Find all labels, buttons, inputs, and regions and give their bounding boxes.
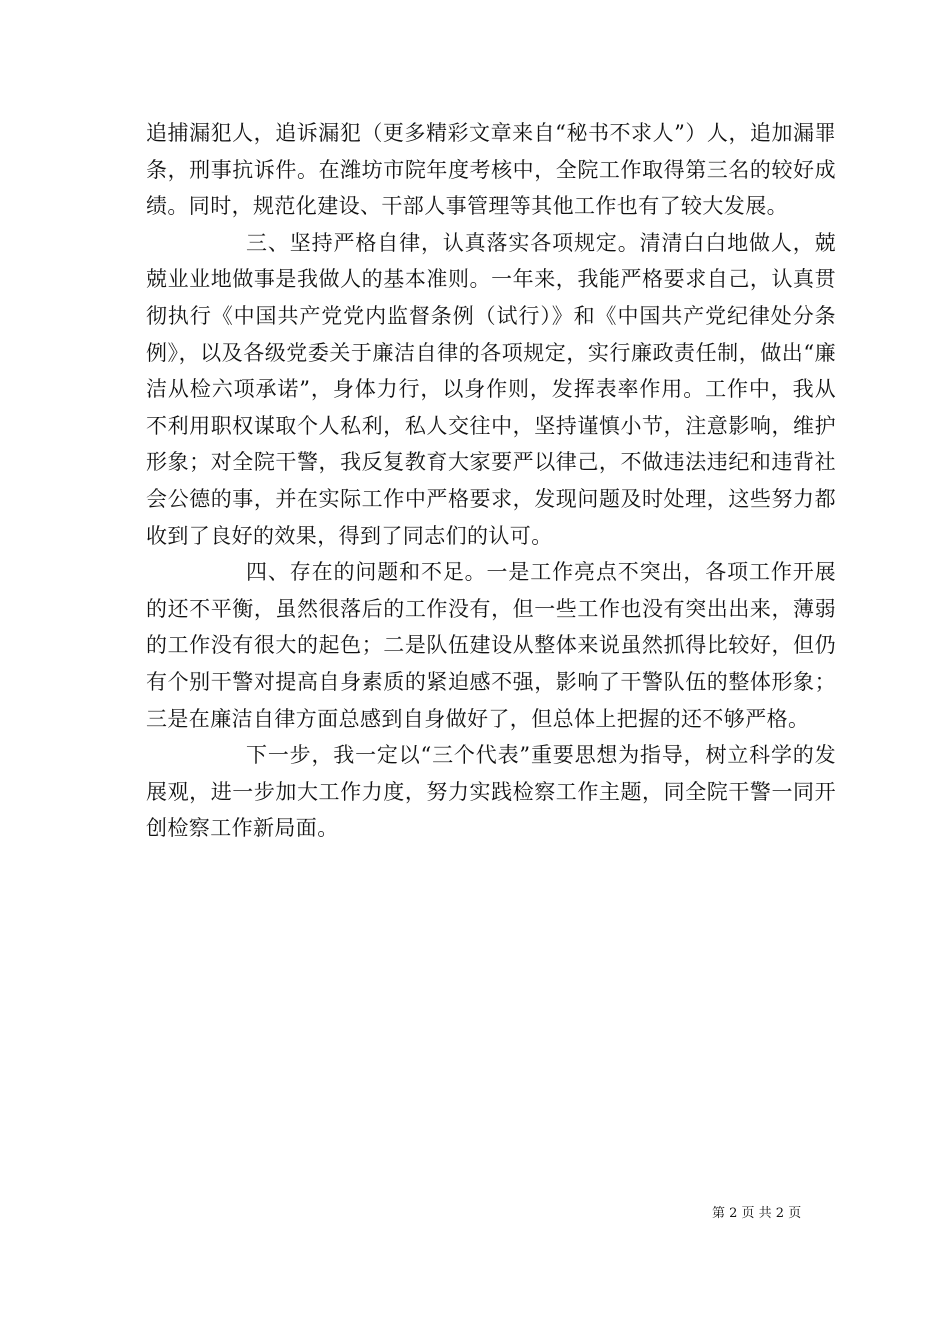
page-number: 第 2 页 共 2 页 — [712, 1206, 802, 1221]
paragraph-self-discipline: 三、坚持严格自律，认真落实各项规定。清清白白地做人，兢兢业业地做事是我做人的基本准则。一年来，我能严格要求自己，认真贯彻执行《中国共产党党内监督条例（试行）》和《中国共产党纪律处分条例》，以及各级党委关于廉洁自律的各项规定，实行廉政责任制，做出“廉洁从检六项承诺”，身体力行，以身作则，发挥表率作用。工作中，我从不利用职权谋取个人私利，私人交往中，坚持谨慎小节，注意影响，维护形象；对全院干警，我反复教育大家要严以律己，不做违法违纪和违背社会公德的事，并在实际工作中严格要求，发现问题及时处理，这些努力都收到了良好的效果，得到了同志们的认可。 — [146, 230, 836, 548]
paragraph-continued: 追捕漏犯人，追诉漏犯（更多精彩文章来自“秘书不求人”）人，追加漏罪条，刑事抗诉件。在潍坊市院年度考核中，全院工作取得第三名的较好成绩。同时，规范化建设、干部人事管理等其他工作也有了较大发展。 — [146, 121, 836, 219]
paragraph-next-step: 下一步，我一定以“三个代表”重要思想为指导，树立科学的发展观，进一步加大工作力度，努力实践检察工作主题，同全院干警一同开创检察工作新局面。 — [146, 743, 836, 841]
paragraph-problems: 四、存在的问题和不足。一是工作亮点不突出，各项工作开展的还不平衡，虽然很落后的工作没有，但一些工作也没有突出出来，薄弱的工作没有很大的起色；二是队伍建设从整体来说虽然抓得比较好，但仍有个别干警对提高自身素质的紧迫感不强，影响了干警队伍的整体形象；三是在廉洁自律方面总感到自身做好了，但总体上把握的还不够严格。 — [146, 560, 836, 731]
document-body — [146, 115, 836, 847]
